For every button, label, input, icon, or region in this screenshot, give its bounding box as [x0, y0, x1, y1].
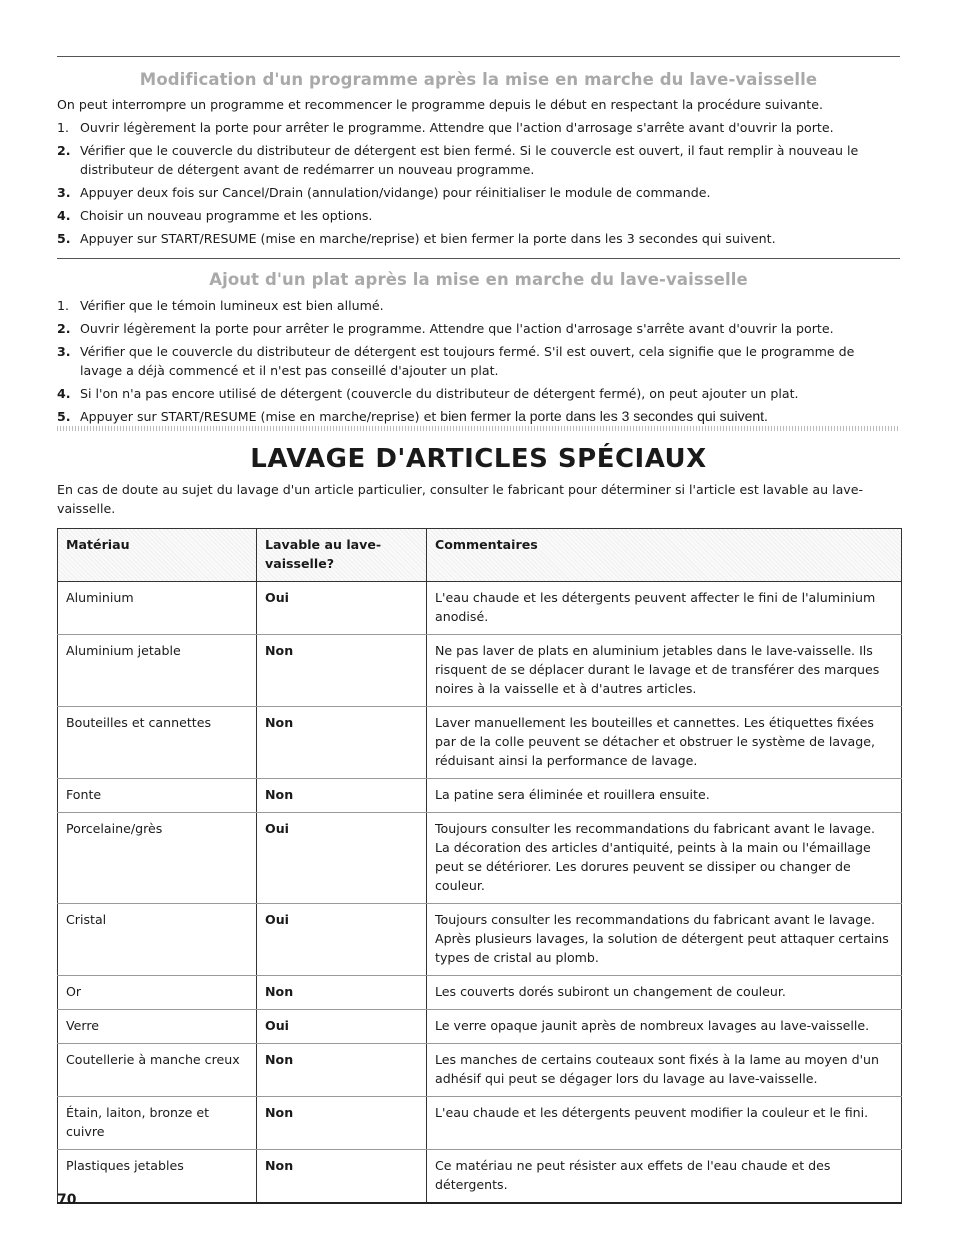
list-item	[57, 407, 900, 426]
washable-cell: Non	[257, 1044, 427, 1097]
comment-cell: Le verre opaque jaunit après de nombreux lavages au lave-vaisselle.	[427, 1010, 902, 1044]
step-text: Vérifier que le témoin lumineux est bien allumé.	[80, 298, 384, 313]
section-divider-shaded	[57, 426, 900, 431]
comment-cell: Laver manuellement les bouteilles et cannettes. Les étiquettes fixées par de la colle peuvent se détacher et obstruer le système de lavage, réduisant ainsi la performance de lavage.	[427, 707, 902, 779]
list-item	[57, 384, 900, 403]
list-item	[57, 296, 900, 315]
section-intro: On peut interrompre un programme et recommencer le programme depuis le début en respectant la procédure suivante.	[57, 97, 823, 112]
washable-cell: Non	[257, 976, 427, 1010]
step-number: 5.	[57, 231, 71, 246]
table-row	[58, 635, 902, 707]
comment-cell: Toujours consulter les recommandations du fabricant avant le lavage. Après plusieurs lavages, la solution de détergent peut attaquer certains types de cristal au plomb.	[427, 904, 902, 976]
table-header-row	[58, 529, 902, 582]
comment-cell: La patine sera éliminée et rouillera ensuite.	[427, 779, 902, 813]
table-row	[58, 1044, 902, 1097]
list-item	[57, 319, 900, 338]
step-text: Ouvrir légèrement la porte pour arrêter le programme. Attendre que l'action d'arrosage s'arrête avant d'ouvrir la porte.	[80, 321, 834, 336]
step-text-continued: bien fermer la porte dans les 3 secondes qui suivent.	[440, 408, 768, 424]
list-item	[57, 141, 900, 179]
section-intro: En cas de doute au sujet du lavage d'un article particulier, consulter le fabricant pour déterminer si l'article est lavable au lave-vaisselle.	[57, 482, 864, 516]
washable-cell: Non	[257, 1097, 427, 1150]
section-heading-modification: Modification d'un programme après la mise en marche du lave-vaisselle	[139, 70, 818, 89]
washable-cell: Non	[257, 779, 427, 813]
table-row	[58, 1097, 902, 1150]
material-cell: Bouteilles et cannettes	[58, 707, 257, 779]
washable-cell: Non	[257, 635, 427, 707]
material-cell: Aluminium jetable	[58, 635, 257, 707]
column-header-comments: Commentaires	[427, 529, 902, 582]
table-row	[58, 779, 902, 813]
comment-cell: Toujours consulter les recommandations du fabricant avant le lavage. La décoration des articles d'antiquité, peints à la main ou l'émaillage peut se détériorer. Les dorures peuvent se dissiper ou changer de couleur.	[427, 813, 902, 904]
step-text: Appuyer sur START/RESUME (mise en marche/reprise) et bien fermer la porte dans les 3 secondes qui suivent.	[80, 231, 776, 246]
step-number: 1.	[57, 298, 70, 313]
washable-cell: Oui	[257, 1010, 427, 1044]
step-number: 2.	[57, 143, 71, 158]
table-row	[58, 813, 902, 904]
step-text: Appuyer deux fois sur Cancel/Drain (annulation/vidange) pour réinitialiser le module de commande.	[80, 185, 711, 200]
section-heading-ajout: Ajout d'un plat après la mise en marche du lave-vaisselle	[209, 270, 748, 289]
table-row	[58, 904, 902, 976]
table-row	[58, 707, 902, 779]
comment-cell: Les couverts dorés subiront un changement de couleur.	[427, 976, 902, 1010]
material-cell: Aluminium	[58, 582, 257, 635]
steps-list-ajout	[57, 296, 900, 430]
comment-cell: L'eau chaude et les détergents peuvent affecter le fini de l'aluminium anodisé.	[427, 582, 902, 635]
washable-cell: Non	[257, 1150, 427, 1204]
material-cell: Or	[58, 976, 257, 1010]
step-text: Ouvrir légèrement la porte pour arrêter le programme. Attendre que l'action d'arrosage s'arrête avant d'ouvrir la porte.	[80, 120, 834, 135]
step-text: Vérifier que le couvercle du distributeur de détergent est toujours fermé. S'il est ouvert, cela signifie que le programme de lavage a déjà commencé et il n'est pas conseillé d'ajouter un plat.	[80, 344, 855, 378]
steps-list-modification	[57, 118, 900, 252]
page-title: LAVAGE D'ARTICLES SPÉCIAUX	[250, 444, 707, 474]
comment-cell: Ne pas laver de plats en aluminium jetables dans le lave-vaisselle. Ils risquent de se déplacer durant le lavage et de transférer des marques noires à la vaisselle et à d'autres articles.	[427, 635, 902, 707]
step-text: Choisir un nouveau programme et les options.	[80, 208, 373, 223]
step-number: 1.	[57, 120, 70, 135]
section-divider	[57, 258, 900, 259]
list-item	[57, 342, 900, 380]
material-cell: Étain, laiton, bronze et cuivre	[58, 1097, 257, 1150]
washable-cell: Oui	[257, 904, 427, 976]
column-header-material: Matériau	[58, 529, 257, 582]
step-text: Si l'on n'a pas encore utilisé de détergent (couvercle du distributeur de détergent fermé), on peut ajouter un plat.	[80, 386, 799, 401]
step-number: 4.	[57, 208, 71, 223]
material-cell: Fonte	[58, 779, 257, 813]
list-item	[57, 206, 900, 225]
step-text: Vérifier que le couvercle du distributeur de détergent est bien fermé. Si le couvercle est ouvert, il faut remplir à nouveau le distributeur de détergent avant de redémarrer un nouveau programme.	[80, 143, 859, 177]
comment-cell: Les manches de certains couteaux sont fixés à la lame au moyen d'un adhésif qui peut se dégager lors du lavage au lave-vaisselle.	[427, 1044, 902, 1097]
table-row	[58, 976, 902, 1010]
column-header-washable: Lavable au lave-vaisselle?	[257, 529, 427, 582]
material-cell: Cristal	[58, 904, 257, 976]
step-number: 3.	[57, 185, 71, 200]
material-cell: Plastiques jetables	[58, 1150, 257, 1204]
material-cell: Verre	[58, 1010, 257, 1044]
list-item	[57, 229, 900, 248]
list-item	[57, 118, 900, 137]
step-number: 2.	[57, 321, 71, 336]
material-cell: Coutellerie à manche creux	[58, 1044, 257, 1097]
step-text: Appuyer sur START/RESUME (mise en marche/reprise) et	[80, 409, 441, 424]
table-row	[58, 582, 902, 635]
washable-cell: Oui	[257, 813, 427, 904]
step-number: 3.	[57, 344, 71, 359]
page-number: 70	[57, 1192, 77, 1208]
washable-cell: Non	[257, 707, 427, 779]
list-item	[57, 183, 900, 202]
top-rule	[57, 56, 900, 57]
table-row	[58, 1010, 902, 1044]
material-cell: Porcelaine/grès	[58, 813, 257, 904]
washable-cell: Oui	[257, 582, 427, 635]
step-number: 4.	[57, 386, 71, 401]
table-row	[58, 1150, 902, 1204]
special-items-table	[57, 528, 902, 1204]
step-number: 5.	[57, 409, 71, 424]
comment-cell: Ce matériau ne peut résister aux effets de l'eau chaude et des détergents.	[427, 1150, 902, 1204]
comment-cell: L'eau chaude et les détergents peuvent modifier la couleur et le fini.	[427, 1097, 902, 1150]
